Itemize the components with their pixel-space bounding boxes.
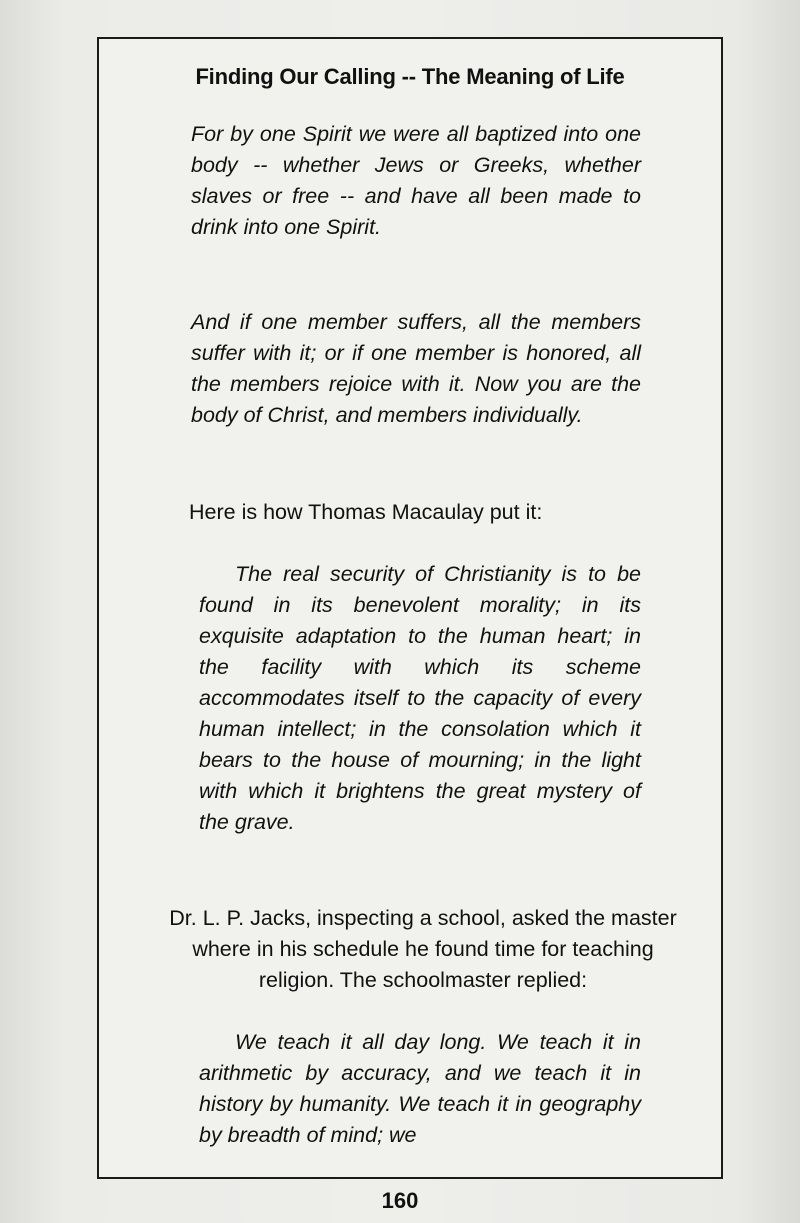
page-number: 160 [381, 1188, 419, 1213]
page-title: Finding Our Calling -- The Meaning of Life [195, 64, 625, 89]
quote-text: We teach it all day long. We teach it in arithmetic by accuracy, and we teach it in history by humanity. We teach it in geography by breadth of mind; we [199, 1030, 641, 1147]
text-frame [97, 37, 723, 1179]
scripture-quote-2 [191, 307, 641, 431]
quote-text: For by one Spirit we were all baptized into one body -- whether Jews or Greeks, whether slaves or free -- and have all been made to drink into one Spirit. [191, 122, 641, 239]
scripture-quote-1 [191, 119, 641, 243]
quote-text: The real security of Christianity is to be found in its benevolent morality; in its exquisite adaptation to the human heart; in the facility with which its scheme accommodates itself to the capacity of every human intellect; in the consolation which it bears to the house of mourning; in the light with which it brightens the great mystery of the grave. [199, 562, 641, 834]
macaulay-intro: Here is how Thomas Macaulay put it: [189, 500, 543, 524]
macaulay-quote [199, 559, 641, 838]
quote-text: And if one member suffers, all the members suffer with it; or if one member is honored, all the members rejoice with it. Now you are the body of Christ, and members individually. [191, 310, 641, 427]
schoolmaster-quote [199, 1027, 641, 1151]
jacks-paragraph: Dr. L. P. Jacks, inspecting a school, asked the master where in his schedule he found time for teaching religion. The schoolmaster replied: [169, 906, 677, 992]
